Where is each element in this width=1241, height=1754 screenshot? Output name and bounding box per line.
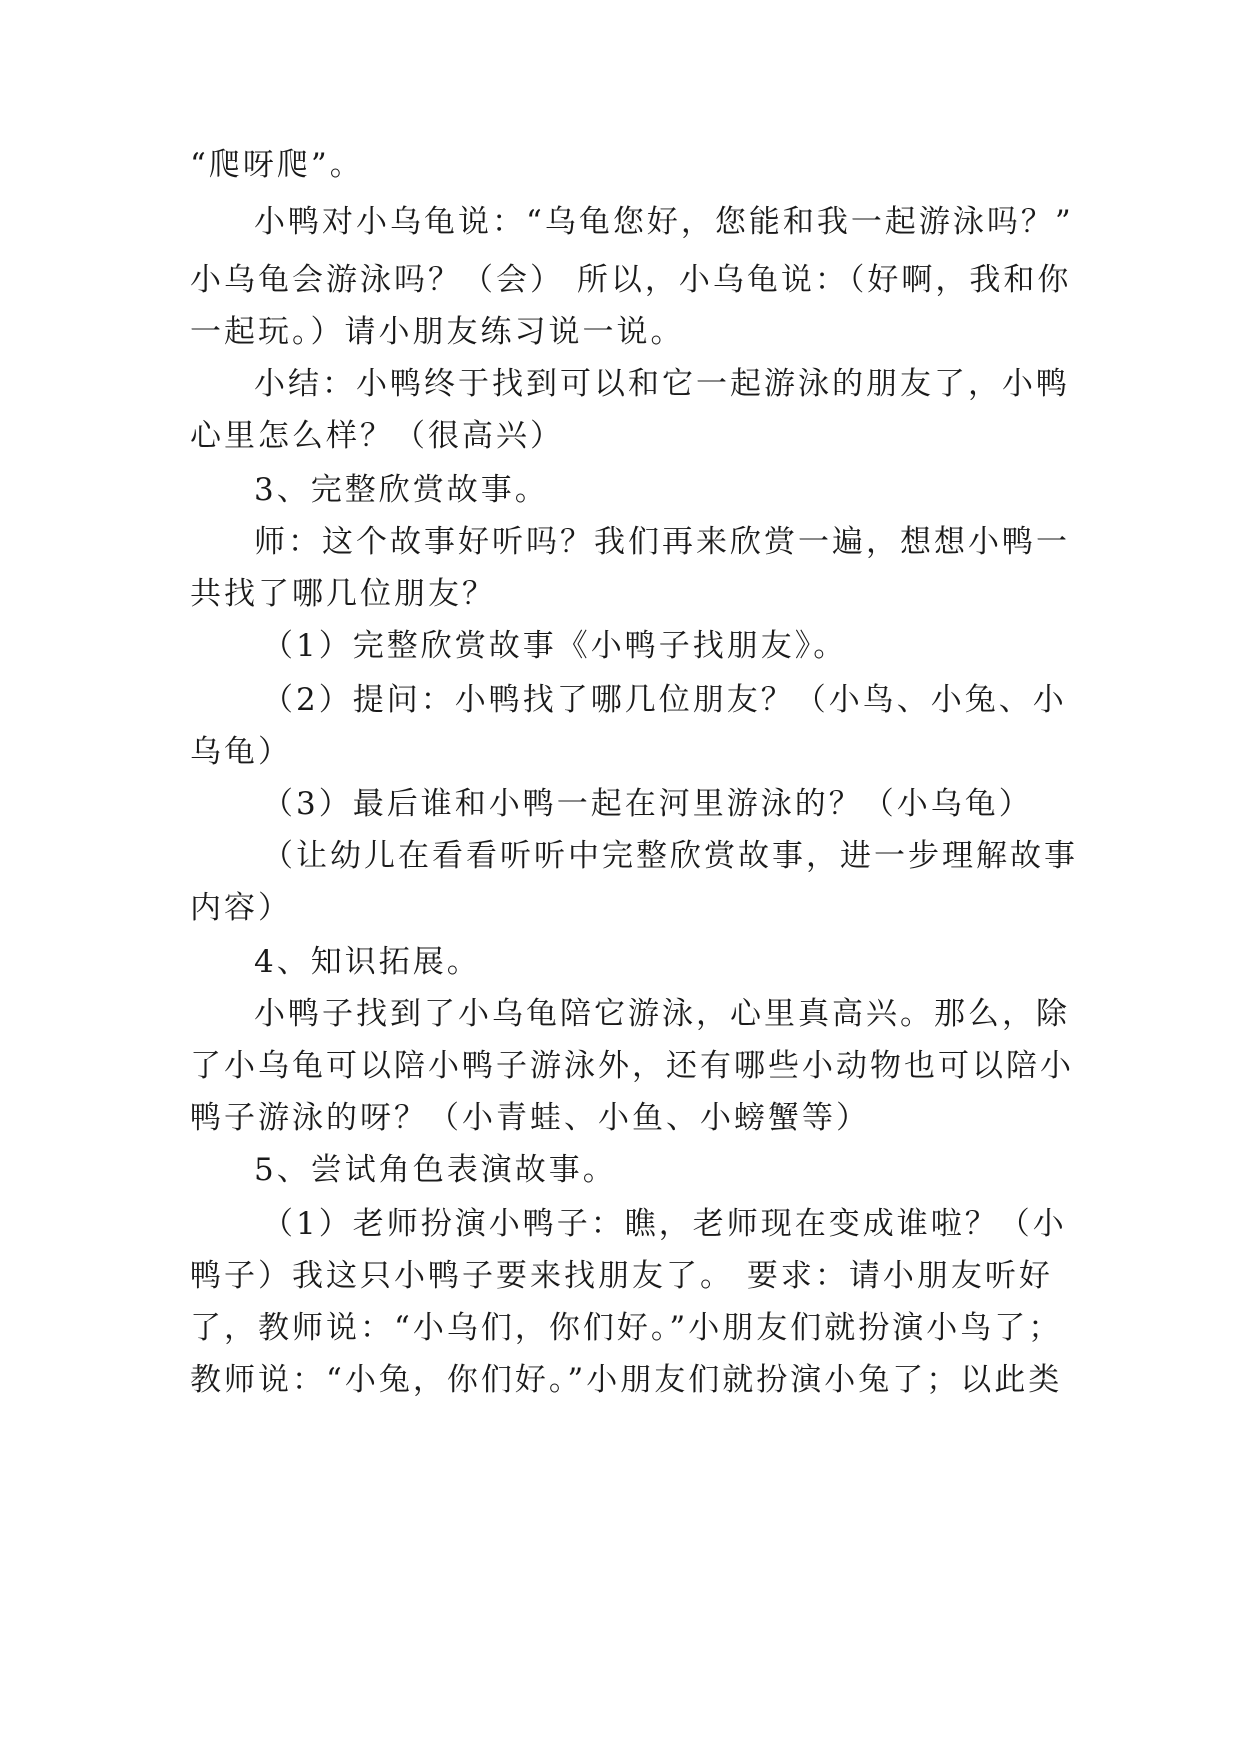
- text-line: （1）完整欣赏故事《小鸭子找朋友》。: [262, 628, 848, 664]
- text-line: “爬呀爬”。: [190, 147, 364, 183]
- text-line: 教师说：“小兔，你们好。”小朋友们就扮演小兔了；以此类: [190, 1362, 1063, 1398]
- text-line: 小鸭对小乌龟说：“乌龟您好，您能和我一起游泳吗？”: [254, 204, 1074, 240]
- text-line: 鸭子）我这只小鸭子要来找朋友了。 要求：请小朋友听好: [190, 1258, 1053, 1294]
- section-heading: 3、完整欣赏故事。: [254, 472, 549, 508]
- section-heading: 5、尝试角色表演故事。: [254, 1152, 617, 1188]
- text-line: （2）提问：小鸭找了哪几位朋友？（小鸟、小兔、小: [262, 682, 1067, 718]
- text-line: （3）最后谁和小鸭一起在河里游泳的？（小乌龟）: [262, 786, 1033, 822]
- text-line: 小结：小鸭终于找到可以和它一起游泳的朋友了，小鸭: [254, 366, 1070, 402]
- text-line: （让幼儿在看看听听中完整欣赏故事，进一步理解故事: [262, 838, 1078, 874]
- section-heading: 4、知识拓展。: [254, 944, 481, 980]
- text-line: 鸭子游泳的呀？（小青蛙、小鱼、小螃蟹等）: [190, 1100, 870, 1136]
- text-line: 乌龟）: [190, 734, 292, 770]
- text-line: 内容）: [190, 890, 292, 926]
- text-line: 师：这个故事好听吗？我们再来欣赏一遍，想想小鸭一: [254, 524, 1070, 560]
- text-line: 了小乌龟可以陪小鸭子游泳外，还有哪些小动物也可以陪小: [190, 1048, 1074, 1084]
- text-line: 心里怎么样？（很高兴）: [190, 418, 564, 454]
- text-line: 小乌龟会游泳吗？（会） 所以，小乌龟说：（好啊，我和你: [190, 262, 1072, 298]
- text-line: 共找了哪几位朋友？: [190, 576, 496, 612]
- text-line: （1）老师扮演小鸭子：瞧，老师现在变成谁啦？（小: [262, 1206, 1067, 1242]
- text-line: 一起玩。）请小朋友练习说一说。: [190, 314, 685, 350]
- text-line: 了，教师说：“小乌们，你们好。”小朋友们就扮演小鸟了；: [190, 1310, 1063, 1346]
- text-line: 小鸭子找到了小乌龟陪它游泳，心里真高兴。那么，除: [254, 996, 1070, 1032]
